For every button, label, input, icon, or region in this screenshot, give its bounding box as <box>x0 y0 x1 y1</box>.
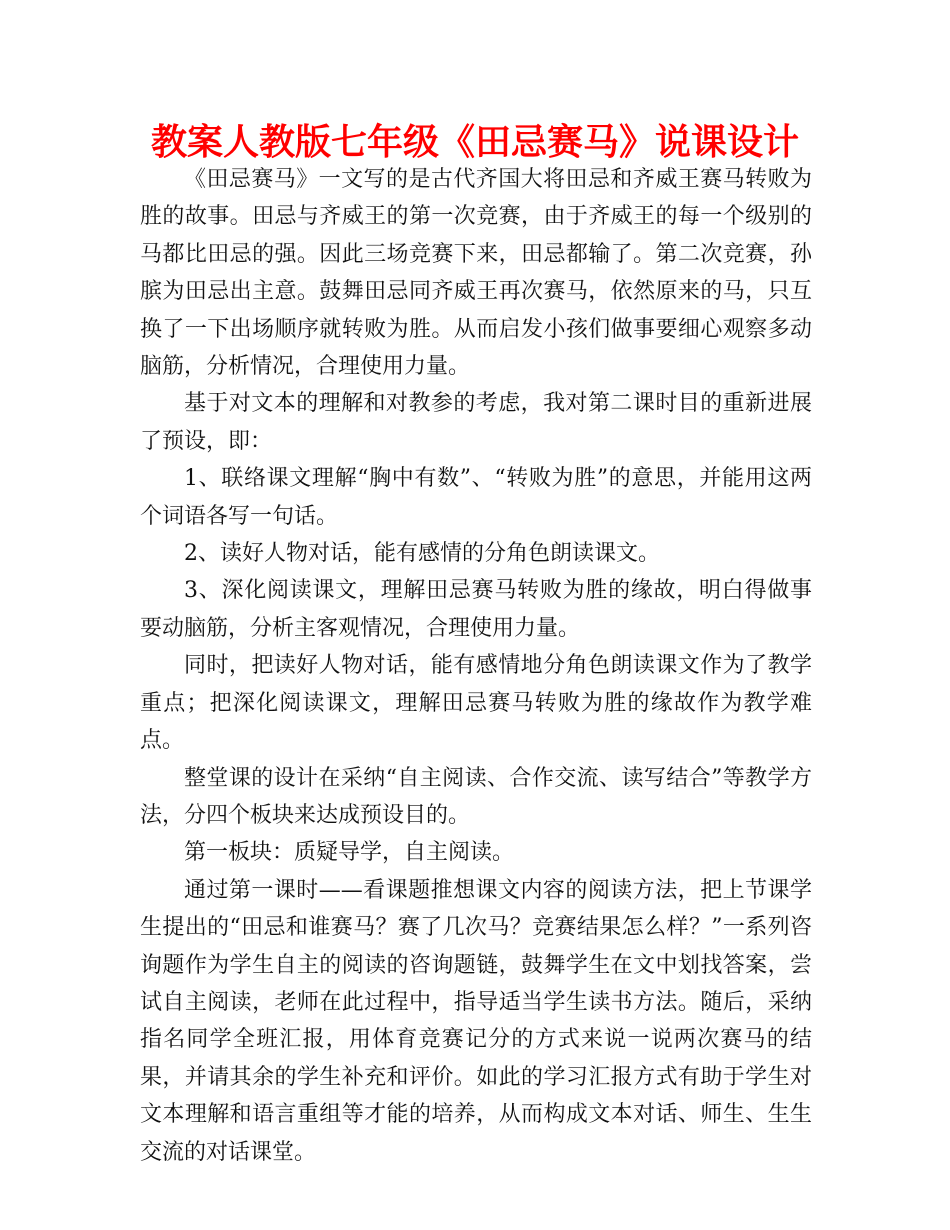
paragraph-focus: 同时，把读好人物对话，能有感情地分角色朗读课文作为了教学重点；把深化阅读课文，理解田忌赛马转败为胜的缘故作为教学难点。 <box>140 653 812 754</box>
paragraph-goal-2: 2、读好人物对话，能有感情的分角色朗读课文。 <box>184 541 660 567</box>
paragraph-section-1-body: 通过第一课时——看课题推想课文内容的阅读方法，把上节课学生提出的“田忌和谁赛马？赛了几次马？竞赛结果怎么样？”一系列咨询题作为学生自主的阅读的咨询题链，鼓舞学生在文中划找答案，尝试自主阅读，老师在此过程中，指导适当学生读书方法。随后，采纳指名同学全班汇报，用体育竞赛记分的方式来说一说两次赛马的结果，并请其余的学生补充和评价。如此的学习汇报方式有助于学生对文本理解和语言重组等才能的培养，从而构成文本对话、师生、生生交流的对话课堂。 <box>140 877 812 1165</box>
paragraph-intro: 《田忌赛马》一文写的是古代齐国大将田忌和齐威王赛马转败为胜的故事。田忌与齐威王的第一次竞赛，由于齐威王的每一个级别的马都比田忌的强。因此三场竞赛下来，田忌都输了。第二次竞赛，孙膑为田忌出主意。鼓舞田忌同齐威王再次赛马，依然原来的马，只互换了一下出场顺序就转败为胜。从而启发小孩们做事要细心观察多动脑筋，分析情况，合理使用力量。 <box>140 167 812 380</box>
paragraph-section-1-heading: 第一板块：质疑导学，自主阅读。 <box>184 840 515 866</box>
document-title: 教案人教版七年级《田忌赛马》说课设计 <box>150 122 799 163</box>
paragraph-method: 整堂课的设计在采纳“自主阅读、合作交流、读写结合”等教学方法，分四个板块来达成预设目的。 <box>140 765 812 828</box>
paragraph-goal-1: 1、联络课文理解“胸中有数”、“转败为胜”的意思，并能用这两个词语各写一句话。 <box>140 466 812 529</box>
document-body <box>140 161 812 1171</box>
paragraph-goal-3: 3、深化阅读课文，理解田忌赛马转败为胜的缘故，明白得做事要动脑筋，分析主客观情况，合理使用力量。 <box>140 578 812 641</box>
paragraph-goals-intro: 基于对文本的理解和对教参的考虑，我对第二课时目的重新进展了预设，即： <box>140 391 812 454</box>
